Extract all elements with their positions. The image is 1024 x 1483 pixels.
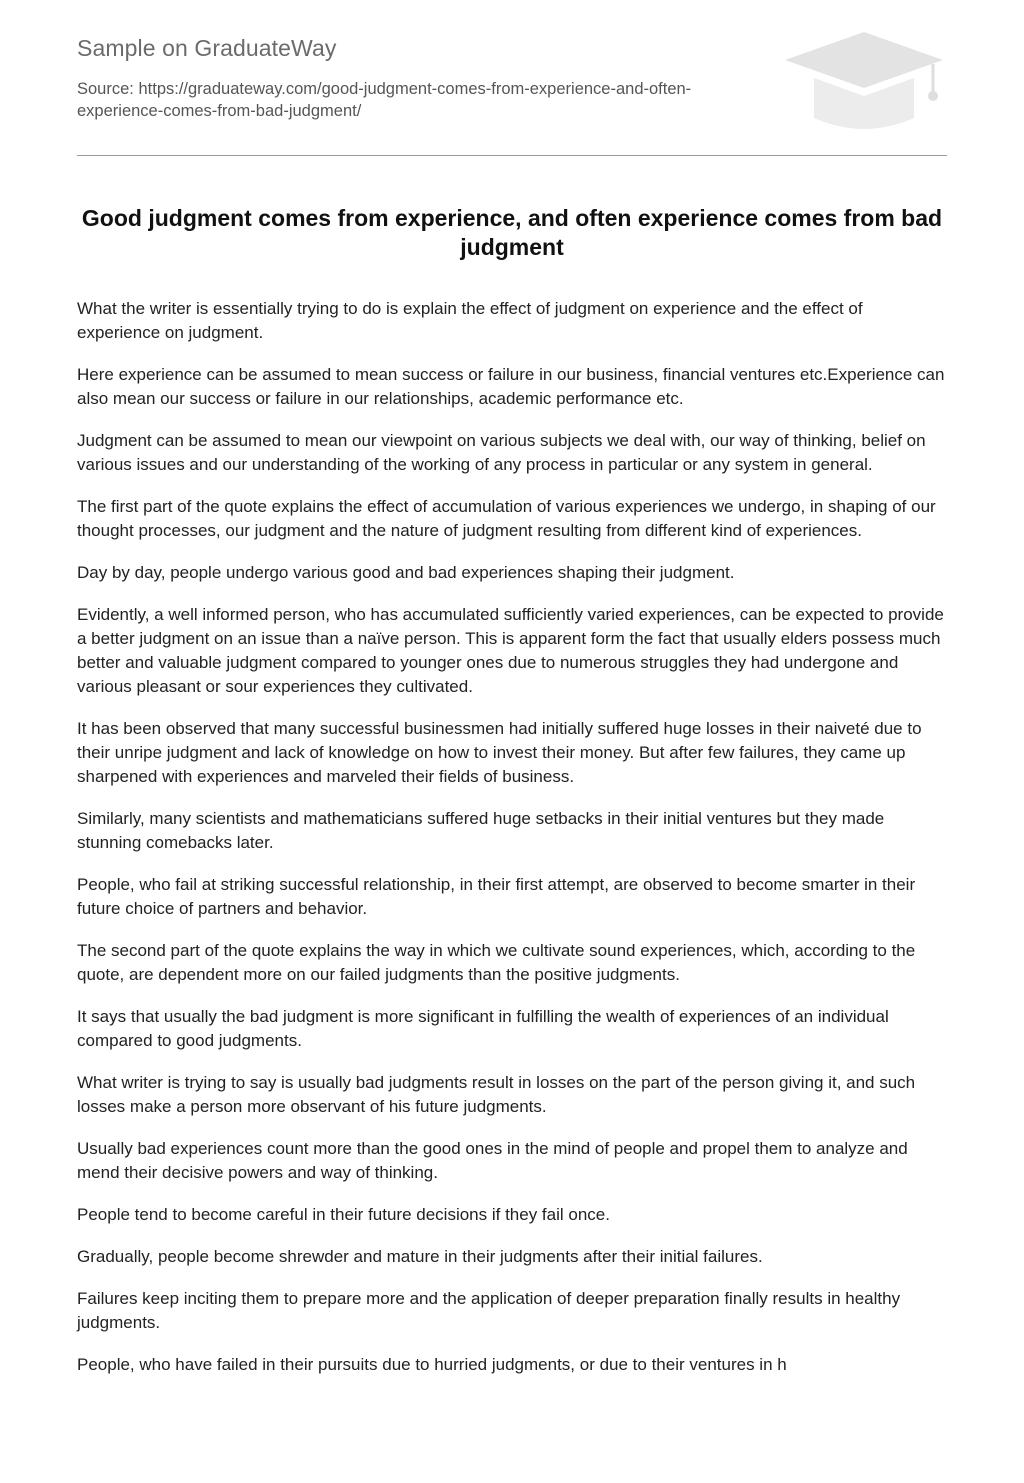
source-link[interactable]: https://graduateway.com/good-judgment-comes-from-experience-and-often-experience-comes-from-bad-judgment/ [77,80,692,120]
paragraph: Day by day, people undergo various good and bad experiences shaping their judgment. [77,563,735,582]
paragraph: People tend to become careful in their future decisions if they fail once. [77,1205,610,1224]
paragraph: The first part of the quote explains the effect of accumulation of various experiences we undergo, in shaping of our thought processes, our judgment and the nature of judgment resulting from different kind of experiences. [77,497,936,540]
brand-title: Sample on GraduateWay [77,35,337,61]
paragraph: The second part of the quote explains the way in which we cultivate sound experiences, which, according to the quote, are dependent more on our failed judgments than the positive judgments. [77,941,916,984]
paragraph: Gradually, people become shrewder and mature in their judgments after their initial failures. [77,1247,763,1266]
paragraph: What writer is trying to say is usually bad judgments result in losses on the part of the person giving it, and such losses make a person more observant of his future judgments. [77,1073,916,1116]
paragraph: Here experience can be assumed to mean success or failure in our business, financial ventures etc.Experience can also mean our success or failure in our relationships, academic performance etc. [77,365,945,408]
document-title: Good judgment comes from experience, and often experience comes from bad judgment [81,205,943,260]
paragraph: People, who fail at striking successful relationship, in their first attempt, are observed to become smarter in their future choice of partners and behavior. [77,875,916,918]
paragraph: Similarly, many scientists and mathematicians suffered huge setbacks in their initial ventures but they made stunning comebacks later. [77,809,885,852]
page-header [77,32,947,156]
paragraph: People, who have failed in their pursuits due to hurried judgments, or due to their ventures in h [77,1355,787,1374]
paragraph: Usually bad experiences count more than the good ones in the mind of people and propel them to analyze and mend their decisive powers and way of thinking. [77,1139,908,1182]
paragraph: Evidently, a well informed person, who has accumulated sufficiently varied experiences, can be expected to provide a better judgment on an issue than a naïve person. This is apparent form the fact that usually elders possess much better and valuable judgment compared to younger ones due to numerous struggles they had undergone and various pleasant or sour experiences they cultivated. [77,605,944,696]
paragraph: Judgment can be assumed to mean our viewpoint on various subjects we deal with, our way of thinking, belief on various issues and our understanding of the working of any process in particular or any system in general. [77,431,926,474]
source-line [77,78,777,122]
source-label: Source: [77,80,134,98]
header-divider [77,155,947,156]
paragraph: It has been observed that many successful businessmen had initially suffered huge losses in their naiveté due to their unripe judgment and lack of knowledge on how to invest their money. But after few failures, they came up sharpened with experiences and marveled their fields of business. [77,719,922,786]
paragraph: What the writer is essentially trying to do is explain the effect of judgment on experience and the effect of experience on judgment. [77,299,863,342]
paragraph: Failures keep inciting them to prepare more and the application of deeper preparation finally results in healthy judgments. [77,1289,901,1332]
document-body [77,297,949,1395]
paragraph: It says that usually the bad judgment is more significant in fulfilling the wealth of experiences of an individual compared to good judgments. [77,1007,889,1050]
graduation-cap-icon [781,32,947,132]
